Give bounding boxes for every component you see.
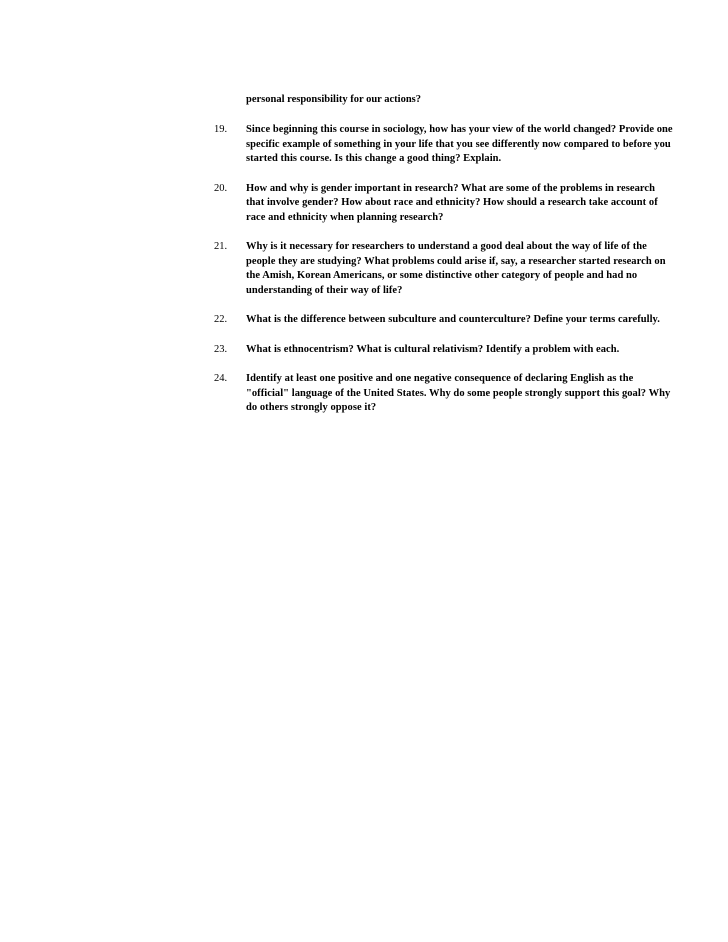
question-item [214, 123, 728, 167]
question-line: understanding of their way of life? [246, 284, 403, 296]
question-text [246, 240, 728, 298]
question-text [246, 182, 728, 226]
question-text [246, 123, 728, 167]
question-number: 24. [214, 373, 228, 384]
question-item [214, 240, 728, 298]
question-line: What is the difference between subculture and counterculture? Define your terms carefully. [246, 314, 660, 325]
question-text [246, 313, 728, 328]
question-line: How and why is gender important in research? What are some of the problems in research [246, 182, 656, 194]
question-number: 22. [214, 314, 228, 325]
question-line: "official" language of the United States. Why do some people strongly support this goal? Why [246, 387, 671, 399]
question-item [214, 372, 728, 416]
question-item [214, 343, 728, 358]
question-number: 20. [214, 182, 228, 194]
question-list [214, 123, 728, 431]
question-text [246, 372, 728, 416]
question-line: Identify at least one positive and one negative consequence of declaring English as the [246, 373, 634, 384]
question-line: Why is it necessary for researchers to understand a good deal about the way of life of the [246, 241, 647, 252]
question-line: What is ethnocentrism? What is cultural relativism? Identify a problem with each. [246, 343, 620, 355]
question-text [246, 343, 728, 358]
continuation-line: personal responsibility for our actions? [246, 94, 422, 105]
question-item [214, 313, 728, 328]
question-number: 21. [214, 241, 228, 252]
question-line: started this course. Is this change a good thing? Explain. [246, 153, 502, 164]
question-line: people they are studying? What problems could arise if, say, a researcher started research on [246, 255, 666, 267]
question-line: that involve gender? How about race and ethnicity? How should a research take account of [246, 197, 658, 208]
question-line: the Amish, Korean Americans, or some distinctive other category of people and had no [246, 270, 638, 281]
question-line: race and ethnicity when planning research? [246, 211, 444, 223]
question-line: Since beginning this course in sociology, how has your view of the world changed? Provide one [246, 124, 673, 135]
question-line: specific example of something in your life that you see differently now compared to before you [246, 138, 671, 150]
question-number: 23. [214, 343, 228, 355]
question-number: 19. [214, 124, 228, 135]
question-line: do others strongly oppose it? [246, 402, 377, 413]
question-item [214, 182, 728, 226]
